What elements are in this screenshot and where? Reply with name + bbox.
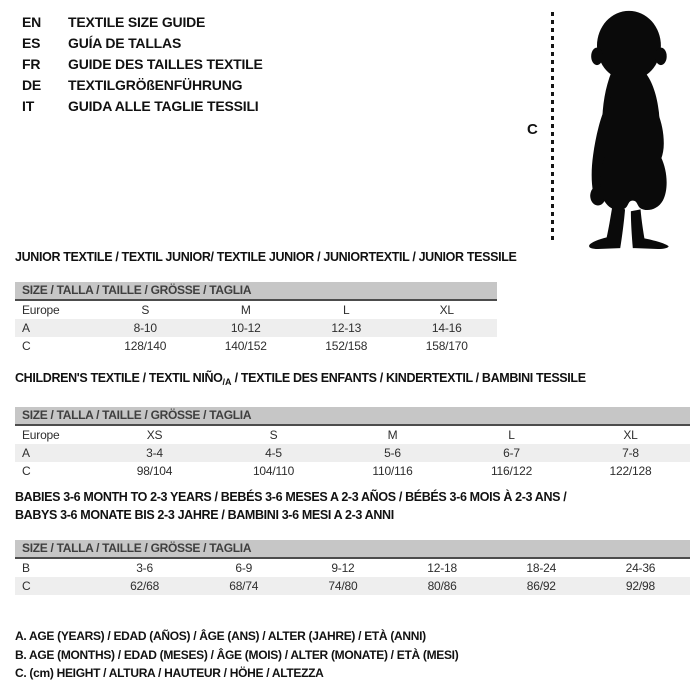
table-title-text: JUNIOR TEXTILE / TEXTIL JUNIOR/ TEXTILE JUNIOR / JUNIORTEXTIL / JUNIOR TESSILE <box>15 250 517 264</box>
footnote-line: B. AGE (MONTHS) / EDAD (MESES) / ÂGE (MOIS) / ALTER (MONATE) / ETÀ (MESI) <box>15 647 459 662</box>
junior-textile-title <box>15 248 517 266</box>
size-value: 5-6 <box>384 446 401 460</box>
size-value: L <box>343 303 350 317</box>
size-value: 92/98 <box>625 579 655 593</box>
junior-size-table <box>15 282 497 355</box>
language-code: EN <box>22 14 42 30</box>
size-value: XS <box>146 428 163 442</box>
language-row <box>22 96 263 117</box>
childrens-size-table <box>15 407 690 480</box>
size-value: 6-7 <box>503 446 520 460</box>
childrens-textile-title <box>15 369 690 391</box>
row-label: A <box>22 446 30 460</box>
size-header-bar: SIZE / TALLA / TAILLE / GRÖSSE / TAGLIA <box>15 540 690 559</box>
language-row <box>22 75 263 96</box>
language-list <box>22 12 263 117</box>
size-value: 6-9 <box>235 561 253 575</box>
junior-textile-section <box>15 248 517 355</box>
size-value: 74/80 <box>328 579 358 593</box>
size-value: 24-36 <box>625 561 656 575</box>
size-value: 18-24 <box>526 561 557 575</box>
table-row <box>15 577 690 595</box>
size-value: 4-5 <box>265 446 282 460</box>
row-label: C <box>22 579 31 593</box>
language-code: DE <box>22 77 42 93</box>
row-label: C <box>22 339 31 353</box>
language-title: GUÍA DE TALLAS <box>68 35 182 51</box>
size-value: 98/104 <box>136 464 173 478</box>
size-value: 3-6 <box>136 561 153 575</box>
size-value: 140/152 <box>224 339 267 353</box>
table-title-line <box>15 248 517 266</box>
size-value: 10-12 <box>230 321 261 335</box>
figure-measure-label: C <box>527 121 538 138</box>
row-label: B <box>22 561 30 575</box>
table-title-text: /A <box>222 377 232 387</box>
size-value: 158/170 <box>425 339 468 353</box>
size-value: 128/140 <box>124 339 167 353</box>
row-label: C <box>22 464 31 478</box>
size-value: 14-16 <box>431 321 462 335</box>
table-title-text: / TEXTILE DES ENFANTS / KINDERTEXTIL / BAMBINI TESSILE <box>231 371 586 385</box>
size-value: S <box>269 428 278 442</box>
footnote-line: A. AGE (YEARS) / EDAD (AÑOS) / ÂGE (ANS) / ALTER (JAHRE) / ETÀ (ANNI) <box>15 629 426 643</box>
size-value: 12-13 <box>331 321 362 335</box>
table-row <box>15 462 690 480</box>
table-title-text: BABIES 3-6 MONTH TO 2-3 YEARS / BEBÉS 3-6 MESES A 2-3 AÑOS / BÉBÉS 3-6 MOIS À 2-3 ANS / <box>15 490 567 504</box>
table-title-line <box>15 369 690 391</box>
table-title-line <box>15 506 690 524</box>
row-label: Europe <box>22 303 60 317</box>
language-row <box>22 33 263 54</box>
toddler-silhouette-icon <box>556 6 698 250</box>
size-value: L <box>508 428 515 442</box>
footnotes <box>15 627 458 683</box>
language-title: GUIDE DES TAILLES TEXTILE <box>68 56 263 72</box>
table-row <box>15 426 690 444</box>
row-label: Europe <box>22 428 60 442</box>
size-value: 86/92 <box>526 579 556 593</box>
size-header-bar: SIZE / TALLA / TAILLE / GRÖSSE / TAGLIA <box>15 407 690 426</box>
footnote-line: C. (cm) HEIGHT / ALTURA / HAUTEUR / HÖHE / ALTEZZA <box>15 666 324 680</box>
table-row <box>15 337 497 355</box>
table-row <box>15 444 690 462</box>
childrens-textile-section <box>15 369 690 480</box>
table-title-text: BABYS 3-6 MONATE BIS 2-3 JAHRE / BAMBINI 3-6 MESI A 2-3 ANNI <box>15 508 394 522</box>
size-value: 62/68 <box>130 579 160 593</box>
language-title: GUIDA ALLE TAGLIE TESSILI <box>68 98 259 114</box>
language-code: FR <box>22 56 41 72</box>
babies-textile-section <box>15 488 690 595</box>
table-row <box>15 319 497 337</box>
language-title: TEXTILGRÖßENFÜHRUNG <box>68 77 243 93</box>
table-title-text: CHILDREN'S TEXTILE / TEXTIL NIÑO <box>15 371 223 385</box>
language-title: TEXTILE SIZE GUIDE <box>68 14 206 30</box>
size-value: 8-10 <box>133 321 157 335</box>
size-header-bar: SIZE / TALLA / TAILLE / GRÖSSE / TAGLIA <box>15 282 497 301</box>
size-value: 152/158 <box>325 339 368 353</box>
size-value: 122/128 <box>609 464 652 478</box>
language-row <box>22 12 263 33</box>
size-value: 9-12 <box>331 561 355 575</box>
size-value: S <box>141 303 150 317</box>
size-value: 3-4 <box>146 446 163 460</box>
size-value: XL <box>439 303 454 317</box>
size-value: 116/122 <box>490 464 533 478</box>
size-value: XL <box>623 428 638 442</box>
language-code: ES <box>22 35 41 51</box>
size-value: M <box>240 303 251 317</box>
babies-size-table <box>15 540 690 595</box>
size-value: 68/74 <box>229 579 259 593</box>
size-value: 7-8 <box>622 446 639 460</box>
size-value: 80/86 <box>427 579 457 593</box>
babies-textile-title <box>15 488 690 524</box>
size-value: 104/110 <box>252 464 295 478</box>
language-row <box>22 54 263 75</box>
language-code: IT <box>22 98 35 114</box>
table-row <box>15 559 690 577</box>
size-value: 110/116 <box>372 464 413 478</box>
row-label: A <box>22 321 30 335</box>
height-measure-dashed-line <box>551 12 554 243</box>
table-title-line <box>15 488 690 506</box>
table-row <box>15 301 497 319</box>
size-value: 12-18 <box>427 561 457 575</box>
size-value: M <box>387 428 398 442</box>
